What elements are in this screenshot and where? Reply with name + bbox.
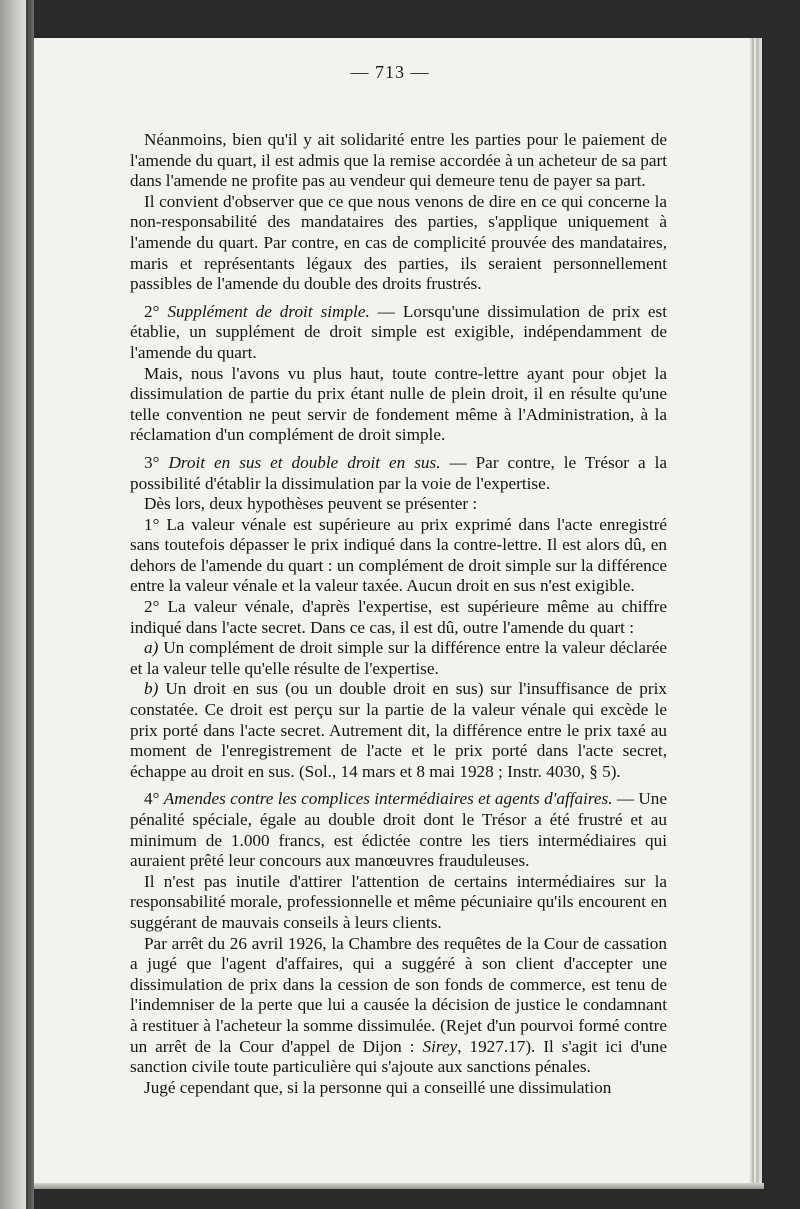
page-number: — 713 — [350,62,430,82]
paragraph: Néanmoins, bien qu'il y ait solidarité entre les parties pour le paiement de l'amende du quart, il est admis que la remise accordée à un acheteur de sa part dans l'amende ne profite pas au vendeur qui demeure tenu de payer sa part. [130,130,667,191]
section-heading: Amendes contre les complices intermédiaires et agents d'affaires. [163,789,613,809]
paragraph: Mais, nous l'avons vu plus haut, toute contre-lettre ayant pour objet la dissimulation de partie du prix étant nulle de plein droit, il en résulte qu'une telle convention ne peut servir de fondement même à l'Administration, à la réclamation d'un complément de droit simple. [130,363,667,445]
paragraph: Il n'est pas inutile d'attirer l'attention de certains intermédiaires sur la responsabilité morale, professionnelle et même pécuniaire qu'ils encourent en suggérant de mauvais conseils à leurs clients. [130,871,667,932]
paragraph: Jugé cependant que, si la personne qui a conseillé une dissimulation [144,1077,612,1097]
section-number: 4° [144,789,164,809]
citation-title: Sirey [422,1036,458,1056]
section-heading: Droit en sus et double droit en sus. [168,452,441,472]
section-number: 2° [144,301,168,321]
section-paragraph: 4° Amendes contre les complices intermédiaires et agents d'affaires. — Une pénalité spéciale, égale au double droit dont le Trésor a été frustré et au minimum de 1.000 francs, est édictée contre les tiers intermédiaires qui auraient prêté leur concours aux manœuvres frauduleuses. [130,789,668,871]
section-heading: Supplément de droit simple. [167,301,370,321]
section-paragraph: 2° Supplément de droit simple. — Lorsqu'une dissimulation de prix est établie, un supplément de droit simple est exigible, indépendamment de l'amende du quart. [130,301,668,362]
item-marker: a) [144,638,159,658]
section-paragraph: 3° Droit en sus et double droit en sus. — Par contre, le Trésor a la possibilité d'établir la dissimulation par la voie de l'expertise. [130,452,668,493]
paragraph: Par arrêt du 26 avril 1926, la Chambre des requêtes de la Cour de cassation a jugé que l'agent d'affaires, qui a suggéré à son client d'accepter une dissimulation de prix dans la cession de son fonds de commerce, est tenu de l'indemniser de la perte que lui a causée la décision de justice le condamnant à restituer à l'acheteur la somme dissimulée. (Rejet d'un pourvoi formé contre un arrêt de la Cour d'appel de Dijon : Sirey, 1927.17). Il s'agit ici d'une sanction civile toute particulière qui s'ajoute aux sanctions pénales. [130,933,668,1077]
previous-page-edge [0,0,26,1209]
section-number: 3° [144,452,169,472]
item-marker: b) [144,679,159,699]
paragraph: Il convient d'observer que ce que nous venons de dire en ce qui concerne la non-responsabilité des mandataires des parties, s'applique uniquement à l'amende du quart. Par contre, en cas de complicité prouvée des mandataires, maris et représentants légaux des parties, ils seraient personnellement passibles de l'amende du double des droits frustrés. [130,191,667,294]
paragraph: Dès lors, deux hypothèses peuvent se présenter : [144,494,478,514]
page-stack-edge [34,1183,764,1189]
paragraph: 1° La valeur vénale est supérieure au prix exprimé dans l'acte enregistré sans toutefois dépasser le prix indiqué dans la contre-lettre. Il est alors dû, en dehors de l'amende du quart : un complément de droit simple sur la différence entre la valeur vénale et la valeur taxée. Aucun droit en sus n'est exigible. [130,514,667,596]
book-gutter [26,0,34,1209]
paragraph: 2° La valeur vénale, d'après l'expertise, est supérieure même au chiffre indiqué dans l'acte secret. Dans ce cas, il est dû, outre l'amende du quart : [130,597,667,637]
body-text [130,130,667,1098]
list-item: a) Un complément de droit simple sur la différence entre la valeur déclarée et la valeur telle qu'elle résulte de l'expertise. [130,638,667,678]
list-item: b) Un droit en sus (ou un double droit en sus) sur l'insuffisance de prix constatée. Ce droit est perçu sur la partie de la valeur vénale qui excède le prix porté dans l'acte secret. Autrement dit, la différence entre le prix taxé au moment de l'enregistrement de l'acte et le prix porté dans l'acte secret, échappe au droit en sus. (Sol., 14 mars et 8 mai 1928 ; Instr. 4030, § 5). [130,679,667,781]
